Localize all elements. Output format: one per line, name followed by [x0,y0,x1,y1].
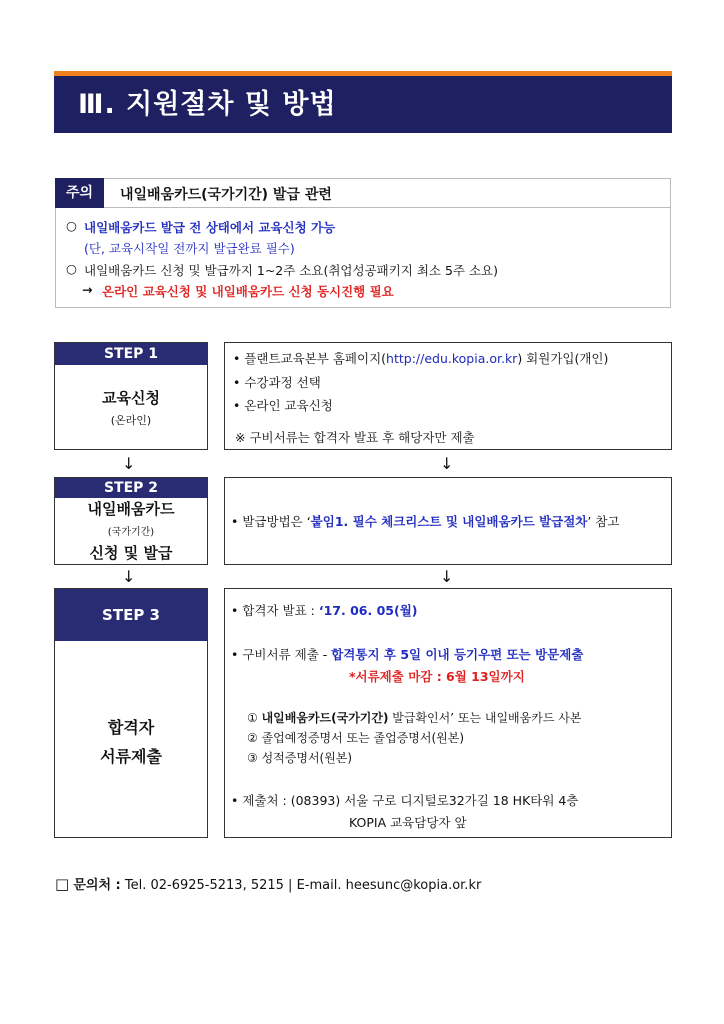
down-arrow-icon: ↓ [440,454,454,473]
step1-detail-1: • 플랜트교육본부 홈페이지(http://edu.kopia.or.kr) 회원가입(개인) [233,351,609,366]
step3-name: 합격자 [107,718,155,737]
step3-address-2: KOPIA 교육담당자 앞 [349,815,467,830]
step1-head: STEP 1 [55,343,207,365]
step1-detail-note: ※ 구비서류는 합격자 발표 후 해당자만 제출 [235,430,475,445]
step2-name: 내일배움카드 [87,500,175,518]
step1-name: 교육신청 [102,389,160,407]
bullet: ○ [66,261,77,276]
step1-sub: (온라인) [110,414,152,427]
contact-label: 문의처 : [73,878,121,893]
step2-detail-1: • 발급방법은 ‘붙임1. 필수 체크리스트 및 내일배움카드 발급절차’ 참고 [231,514,620,529]
notice-heading: 내일배움카드(국가기간) 발급 관련 [120,187,332,203]
notice-line-3: 내일배움카드 신청 및 발급까지 1~2주 소요(취업성공패키지 최소 5주 소요) [84,263,498,278]
step1-details [224,342,672,450]
notice-line-2: (단, 교육시작일 전까지 발급완료 필수) [84,241,295,256]
step3-box [54,588,208,838]
step2-sub: (국가기간) [107,527,155,538]
step3-deadline: *서류제출 마감 : 6월 13일까지 [349,669,525,684]
step3-address: • 제출처 : (08393) 서울 구로 디지털로32가길 18 HK타워 4층 [231,793,579,808]
step2-details [224,477,672,565]
step1-box [54,342,208,450]
step3-doc-1: ① 내일배움카드(국가기간) 발급확인서’ 또는 내일배움카드 사본 [247,711,582,725]
checkbox-icon: □ [55,875,70,893]
step1-detail-2: • 수강과정 선택 [233,375,321,390]
contact-info [55,874,481,893]
arrow-icon: → [82,282,93,297]
down-arrow-icon: ↓ [122,454,136,473]
step3-head: STEP 3 [55,589,207,641]
step3-name-2: 서류제출 [100,747,162,766]
notice-line-4: 온라인 교육신청 및 내일배움카드 신청 동시진행 필요 [102,284,394,299]
notice-label: 주의 [55,178,104,208]
step3-doc-3: ③ 성적증명서(원본) [247,751,353,765]
notice-body [55,208,671,308]
page-title: Ⅲ. 지원절차 및 방법 [78,89,337,120]
step2-box [54,477,208,565]
step3-detail-2: • 구비서류 제출 - 합격통지 후 5일 이내 등기우편 또는 방문제출 [231,647,584,662]
step1-detail-3: • 온라인 교육신청 [233,398,333,413]
notice-line-1: 내일배움카드 발급 전 상태에서 교육신청 가능 [84,220,336,235]
contact-text[interactable]: Tel. 02-6925-5213, 5215 | E-mail. heesunc@kopia.or.kr [124,878,482,893]
step2-head: STEP 2 [55,478,207,498]
bullet: ○ [66,218,77,233]
down-arrow-icon: ↓ [440,567,454,586]
step3-details [224,588,672,838]
step3-detail-1: • 합격자 발표 : ‘17. 06. 05(월) [231,603,418,618]
step2-name-2: 신청 및 발급 [89,544,173,562]
step3-doc-2: ② 졸업예정증명서 또는 졸업증명서(원본) [247,731,465,745]
down-arrow-icon: ↓ [122,567,136,586]
homepage-link[interactable]: http://edu.kopia.or.kr [386,351,518,366]
